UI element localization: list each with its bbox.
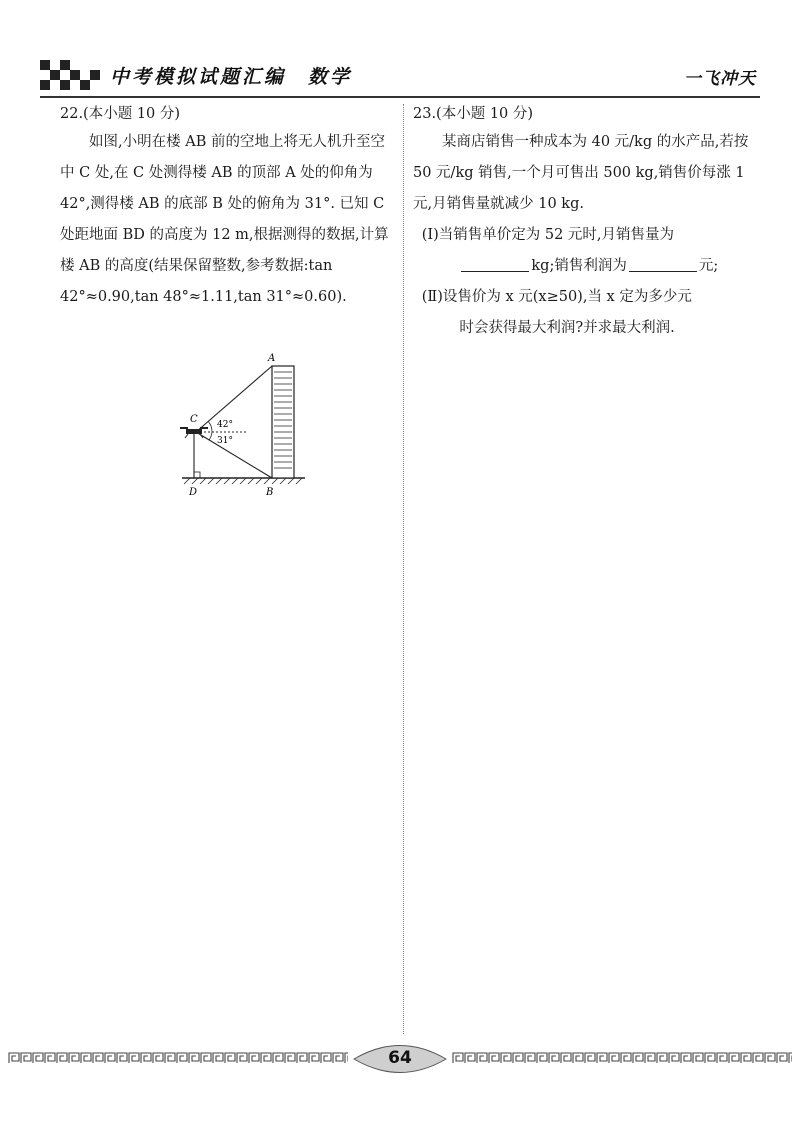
question-23-intro: 某商店销售一种成本为 40 元/kg 的水产品,若按 50 元/kg 销售,一个月可售出 500 kg,销售价每涨 1 元,月销售量就减少 10 kg. bbox=[413, 134, 749, 212]
building-drone-figure bbox=[170, 350, 310, 500]
profit-blank[interactable] bbox=[629, 255, 697, 272]
angle-42-label: 42° bbox=[217, 420, 233, 430]
brand-label: 一飞冲天 bbox=[684, 69, 756, 89]
book-title: 中考模拟试题汇编 数学 bbox=[110, 66, 353, 88]
question-22 bbox=[60, 101, 392, 313]
column-divider bbox=[403, 104, 404, 1034]
question-22-number: 22.(本小题 10 分) bbox=[60, 106, 181, 122]
question-23-part1 bbox=[413, 220, 765, 282]
question-23-part2-line2: 时会获得最大利润?并求最大利润. bbox=[459, 320, 675, 336]
sales-volume-blank[interactable] bbox=[461, 255, 529, 272]
page-footer bbox=[0, 1030, 800, 1090]
question-23-part2-line1: (Ⅱ)设售价为 x 元(x≥50),当 x 定为多少元 bbox=[421, 289, 692, 305]
page-number: 64 bbox=[388, 1048, 412, 1068]
question-23 bbox=[413, 101, 765, 344]
label-c: C bbox=[190, 414, 198, 425]
label-b: B bbox=[266, 487, 274, 498]
part1-prefix: (Ⅰ)当销售单价定为 52 元时,月销售量为 bbox=[421, 227, 675, 243]
label-d: D bbox=[189, 487, 198, 498]
question-23-number: 23.(本小题 10 分) bbox=[413, 106, 534, 122]
page-header bbox=[40, 58, 760, 98]
footer-ornament-left bbox=[8, 1052, 348, 1064]
footer-ornament-right bbox=[452, 1052, 792, 1064]
angle-31-label: 31° bbox=[217, 436, 233, 446]
checker-logo bbox=[40, 60, 102, 94]
header-rule bbox=[40, 96, 760, 98]
part1-mid: kg;销售利润为 bbox=[531, 258, 627, 274]
question-22-text: 如图,小明在楼 AB 前的空地上将无人机升至空中 C 处,在 C 处测得楼 AB 的顶部 A 处的仰角为 42°,测得楼 AB 的底部 B 处的俯角为 31°. 已知 C 处距地面 BD 的高度为 12 m,根据测得的数据,计算楼 AB 的高度(结果保留整数,参考数据:tan 42°≈0.90,tan 48°≈1.11,tan 31°≈0.60). bbox=[60, 134, 389, 305]
label-a: A bbox=[268, 353, 276, 364]
part1-suffix: 元; bbox=[698, 258, 719, 274]
